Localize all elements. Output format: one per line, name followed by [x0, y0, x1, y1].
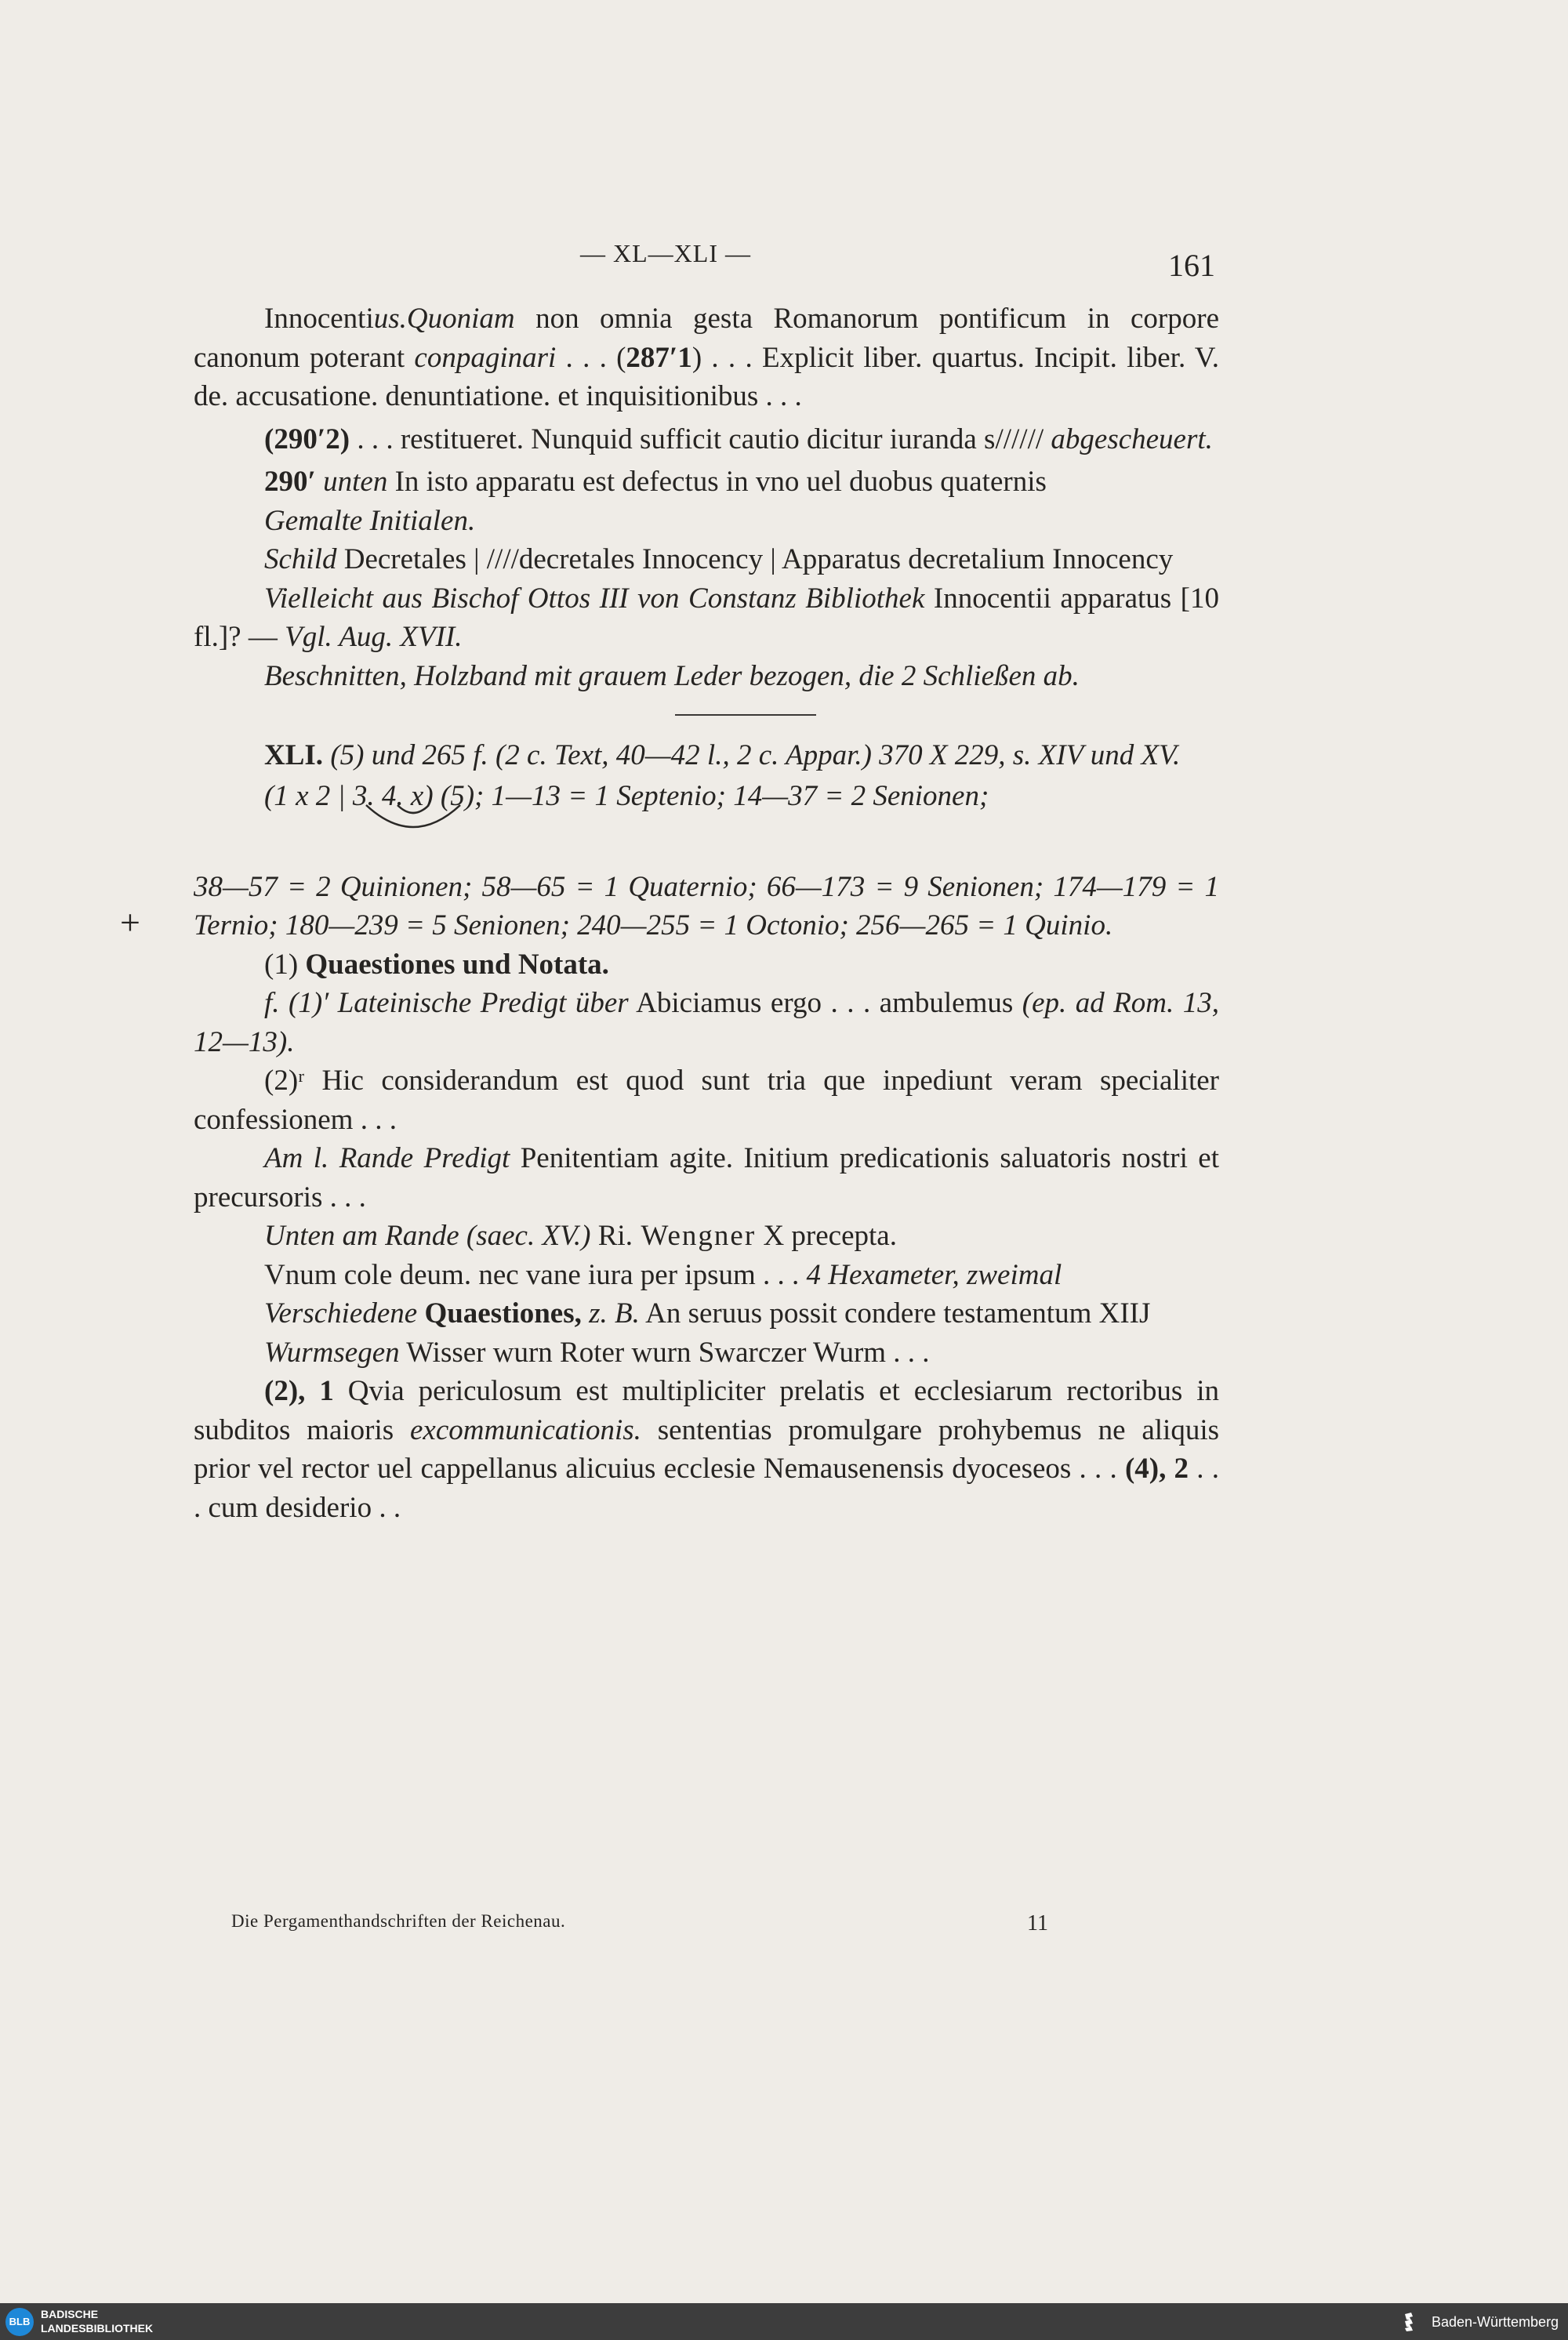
viewer-bottom-bar — [0, 2303, 1568, 2340]
footer-signature: 11 — [1027, 1911, 1048, 1935]
blb-name[interactable]: BADISCHE LANDESBIBLIOTHEK — [41, 2308, 154, 2335]
paragraph-quaestiones-heading: (1) Quaestiones und Notata. — [264, 948, 609, 981]
paragraph-initialen: Gemalte Initialen. — [264, 504, 476, 537]
collation-arc — [288, 800, 492, 847]
page-number: 161 — [1168, 248, 1215, 283]
paragraph-rande-predigt: Am l. Rande Predigt Penitentiam agite. Initium predicationis saluatoris nostri et precursoris . . . — [194, 1142, 1220, 1214]
body-text — [194, 299, 1219, 1527]
section-divider — [675, 714, 816, 716]
paragraph-hexameter: Vnum cole deum. nec vane iura per ipsum . . . 4 Hexameter, zweimal — [264, 1258, 1062, 1291]
paragraph-xli-heading: XLI. (5) und 265 f. (2 c. Text, 40—42 l., 2 c. Appar.) 370 X 229, s. XIV und XV. — [264, 739, 1181, 771]
paragraph-binding: Beschnitten, Holzband mit grauem Leder bezogen, die 2 Schließen ab. — [264, 659, 1080, 692]
footer-title: Die Pergamenthandschriften der Reichenau. — [231, 1911, 566, 1931]
blb-logo-icon[interactable]: BLB — [5, 2308, 34, 2336]
paragraph-qvia: (2), 1 Qvia periculosum est multipliciter prelatis et ecclesiarum rectoribus in subditos maioris excommunicationis. sententias promulgare prohybemus ne aliquis prior vel rector uel cappellanus alicuius ecclesie Nemausenensis dyoceseos . . . (4), 2 . . . cum desiderio . . — [194, 1375, 1219, 1524]
running-head: — XL—XLI — — [580, 239, 751, 267]
paragraph-290-2: (290′2) . . . restitueret. Nunquid sufficit cautio dicitur iuranda s////// abgescheuert. — [264, 423, 1213, 455]
paragraph-schild: Schild Decretales | ////decretales Innocency | Apparatus decretalium Innocency — [264, 543, 1174, 575]
baden-wuerttemberg-label[interactable]: Baden-Württemberg — [1432, 2314, 1559, 2330]
paragraph-wurmsegen: Wurmsegen Wisser wurn Roter wurn Swarczer Wurm . . . — [264, 1336, 930, 1369]
paragraph-collation: 38—57 = 2 Quinionen; 58—65 = 1 Quaternio; 66—173 = 9 Senionen; 174—179 = 1 Ternio; 180—239 = 5 Senionen; 240—255 = 1 Octonio; 256—265 = 1 Quinio. — [194, 870, 1219, 941]
paragraph-predigt: f. (1)′ Lateinische Predigt über Abiciamus ergo . . . ambulemus (ep. ad Rom. 13, 12—13). — [194, 987, 1220, 1058]
paragraph-verschiedene: Verschiedene Quaestiones, z. B. An seruus possit condere testamentum XIIJ — [264, 1297, 1151, 1330]
paragraph-innocentius: Innocentius.Quoniam non omnia gesta Romanorum pontificum in corpore canonum poterant conpaginari . . . (287′1) . . . Explicit liber. quartus. Incipit. liber. V. de. accusatione. denuntiatione. et inquisitionibus . . . — [194, 303, 1219, 412]
margin-cross: + — [120, 902, 140, 942]
collation-first-line: (1 x 2 | 3. 4. x) (5); 1—13 = 1 Septenio; 14—37 = 2 Senionen; — [194, 777, 1219, 816]
baden-wuerttemberg-lions-icon — [1402, 2309, 1425, 2333]
paragraph-provenance: Vielleicht aus Bischof Ottos III von Constanz Bibliothek Innocentii apparatus [10 fl.]? — Vgl. Aug. XVII. — [194, 582, 1220, 653]
paragraph-290-unten: 290′ unten In isto apparatu est defectus in vno uel duobus quaternis — [264, 466, 1047, 498]
paragraph-unten-rande: Unten am Rande (saec. XV.) Ri. Wengner X precepta. — [264, 1220, 897, 1252]
paragraph-2r: (2)ʳ Hic considerandum est quod sunt tria que inpediunt veram specialiter confessionem . . . — [194, 1065, 1219, 1136]
